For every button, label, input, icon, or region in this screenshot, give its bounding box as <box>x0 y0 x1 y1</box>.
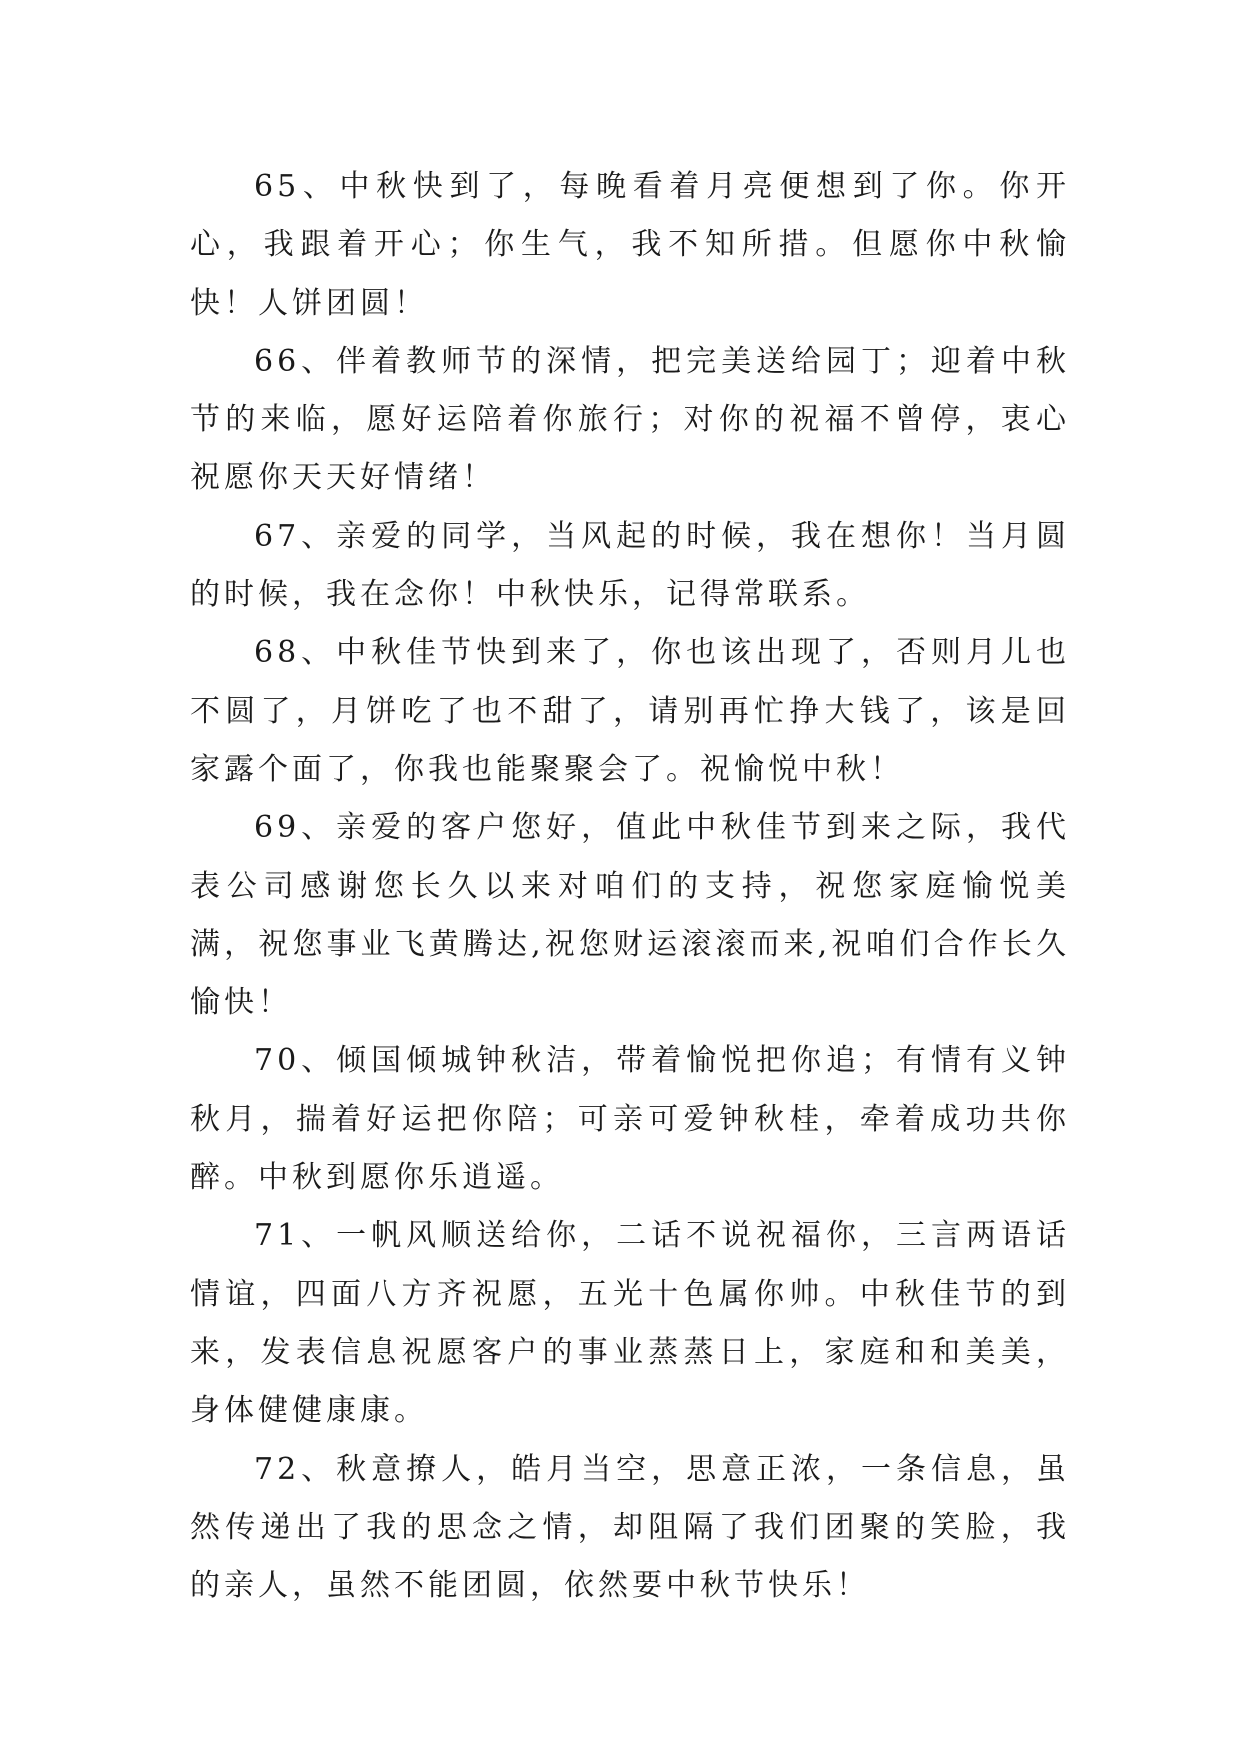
paragraph-65: 65、中秋快到了，每晚看着月亮便想到了你。你开心，我跟着开心；你生气，我不知所措。但愿你中秋愉快！人饼团圆！ <box>190 169 1070 321</box>
paragraph-70: 70、倾国倾城钟秋洁，带着愉悦把你追；有情有义钟秋月，揣着好运把你陪；可亲可爱钟秋桂，牵着成功共你醉。中秋到愿你乐逍遥。 <box>190 1043 1070 1196</box>
paragraph-66: 66、伴着教师节的深情，把完美送给园丁；迎着中秋节的来临，愿好运陪着你旅行；对你的祝福不曾停，衷心祝愿你天天好情绪！ <box>190 343 1070 496</box>
paragraph-68: 68、中秋佳节快到来了，你也该出现了，否则月儿也不圆了，月饼吃了也不甜了，请别再忙挣大钱了，该是回家露个面了，你我也能聚聚会了。祝愉悦中秋！ <box>190 635 1070 787</box>
paragraph-71: 71、一帆风顺送给你，二话不说祝福你，三言两语话情谊，四面八方齐祝愿，五光十色属你帅。中秋佳节的到来，发表信息祝愿客户的事业蒸蒸日上，家庭和和美美，身体健健康康。 <box>190 1218 1070 1429</box>
paragraph-72: 72、秋意撩人，皓月当空，思意正浓，一条信息，虽然传递出了我的思念之情，却阻隔了我们团聚的笑脸，我的亲人，虽然不能团圆，依然要中秋节快乐！ <box>190 1451 1070 1604</box>
document-body <box>190 158 1070 1615</box>
paragraph-69: 69、亲爱的客户您好，值此中秋佳节到来之际，我代表公司感谢您长久以来对咱们的支持，祝您家庭愉悦美满，祝您事业飞黄腾达,祝您财运滚滚而来,祝咱们合作长久愉快！ <box>190 810 1070 1021</box>
paragraph-67: 67、亲爱的同学，当风起的时候，我在想你！当月圆的时候，我在念你！中秋快乐，记得常联系。 <box>190 518 1070 613</box>
